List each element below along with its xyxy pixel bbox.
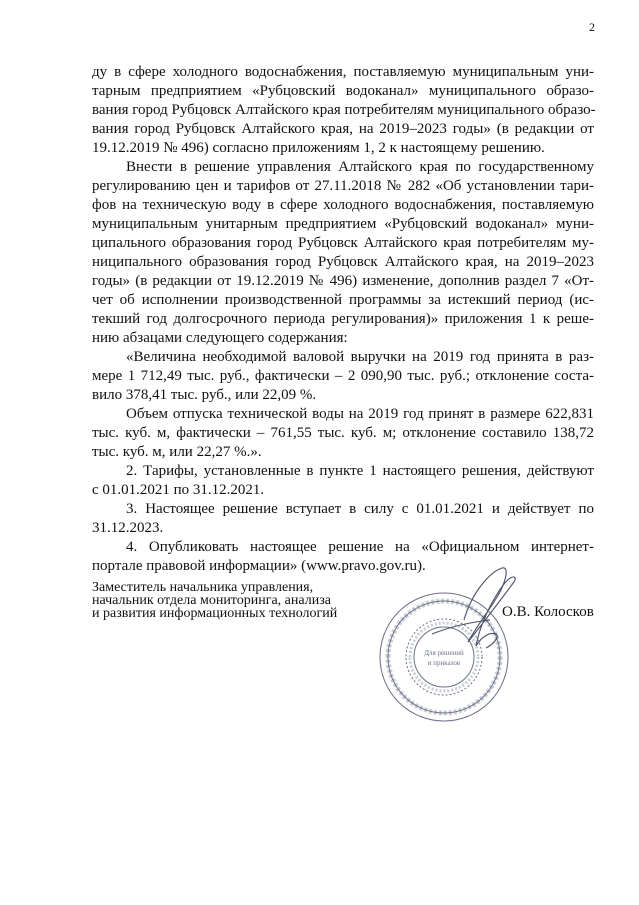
body-line: годы» (в редакции от 19.12.2019 № 496) изменение, дополнив раздел 7 «От- (92, 273, 594, 289)
body-line: «Величина необходимой валовой выручки на 2019 год принята в раз- (126, 349, 594, 365)
stamp-inner-text: и приказов (427, 659, 461, 667)
page-number: 2 (589, 20, 595, 34)
body-line: 4. Опубликовать настоящее решение на «Официальном интернет- (126, 539, 594, 555)
body-line: муниципальным унитарным предприятием «Рубцовский водоканал» муни- (92, 216, 594, 232)
official-stamp-seal (372, 562, 524, 732)
body-line: тыс. куб. м, или 22,27 %.». (92, 444, 262, 460)
body-line: фов на техническую воду в сфере холодного водоснабжения, поставляемую (92, 197, 594, 213)
body-line: ниципального образования город Рубцовск Алтайского края, на 2019–2023 (92, 254, 594, 270)
body-line: вания город Рубцовск Алтайского края потребителям муниципального образо- (92, 102, 596, 118)
body-line: ципального образования город Рубцовск Алтайского края потребителям му- (92, 235, 594, 251)
body-line: нию абзацами следующего содержания: (92, 330, 348, 346)
body-line: 31.12.2023. (92, 520, 164, 536)
body-line: 19.12.2019 № 496) согласно приложениям 1, 2 к настоящему решению. (92, 140, 545, 156)
body-line: ду в сфере холодного водоснабжения, поставляемую муниципальным уни- (92, 64, 594, 80)
body-line: чет об исполнении производственной программы за истекший период (ис- (92, 292, 594, 308)
body-line: Внести в решение управления Алтайского края по государственному (126, 159, 594, 175)
stamp-inner-text: Для решений (424, 649, 464, 657)
body-line: 3. Настоящее решение вступает в силу с 01.01.2021 и действует по (126, 501, 594, 517)
body-line: тарным предприятием «Рубцовский водоканал» муниципального образо- (92, 83, 594, 99)
handwritten-signature (432, 568, 515, 648)
signatory-position-line: и развития информационных технологий (92, 606, 338, 621)
body-line: Объем отпуска технической воды на 2019 год принят в размере 622,831 (126, 406, 594, 422)
body-line: 2. Тарифы, установленные в пункте 1 настоящего решения, действуют (126, 463, 594, 479)
body-line: мере 1 712,49 тыс. руб., фактически – 2 090,90 тыс. руб.; отклонение соста- (92, 368, 594, 384)
body-line: вило 378,41 тыс. руб., или 22,09 %. (92, 387, 317, 403)
signatory-position-line: Заместитель начальника управления, (92, 580, 314, 595)
signatory-name: О.В. Колосков (502, 604, 594, 620)
body-line: регулированию цен и тарифов от 27.11.2018 № 282 «Об установлении тари- (92, 178, 594, 194)
body-line: текший год долгосрочного периода регулирования)» приложения 1 к реше- (92, 311, 594, 327)
body-line: тыс. куб. м, фактически – 761,55 тыс. куб. м; отклонение составило 138,72 (92, 425, 594, 441)
body-line: портале правовой информации» (www.pravo.gov.ru). (92, 558, 426, 574)
body-line: с 01.01.2021 по 31.12.2021. (92, 482, 265, 498)
signatory-position-line: начальник отдела мониторинга, анализа (92, 593, 331, 608)
body-line: вания город Рубцовск Алтайского края, на 2019–2023 годы» (в редакции от (92, 121, 594, 137)
